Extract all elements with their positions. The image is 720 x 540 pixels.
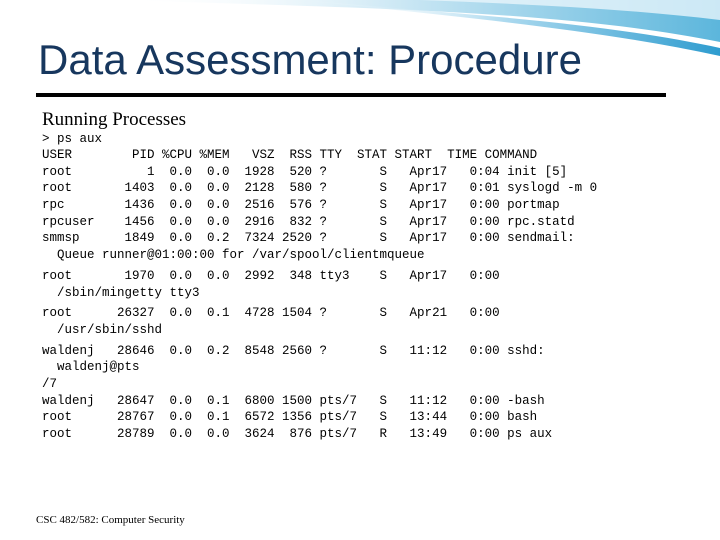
- ps-row-continuation: /sbin/mingetty tty3: [42, 285, 200, 300]
- ps-row: root 26327 0.0 0.1 4728 1504 ? S Apr21 0:00: [42, 306, 500, 321]
- ps-row: root 28767 0.0 0.1 6572 1356 pts/7 S 13:44 0:00 bash: [42, 410, 538, 425]
- ps-aux-output: [42, 148, 597, 444]
- shell-command: > ps aux: [42, 132, 103, 146]
- ps-row: waldenj 28647 0.0 0.1 6800 1500 pts/7 S 11:12 0:00 -bash: [42, 393, 545, 408]
- slide-subtitle: Running Processes: [42, 109, 187, 130]
- slide-title: Data Assessment: Procedure: [38, 36, 582, 83]
- ps-row: root 1 0.0 0.0 1928 520 ? S Apr17 0:04 init [5]: [42, 164, 568, 179]
- ps-row: root 28789 0.0 0.0 3624 876 pts/7 R 13:49 0:00 ps aux: [42, 427, 553, 441]
- ps-row: waldenj 28646 0.0 0.2 8548 2560 ? S 11:12 0:00 sshd:: [42, 343, 545, 358]
- ps-row-continuation: waldenj@pts: [42, 360, 140, 375]
- ps-row: root 1403 0.0 0.0 2128 580 ? S Apr17 0:01 syslogd -m 0: [42, 181, 598, 196]
- ps-row: rpc 1436 0.0 0.0 2516 576 ? S Apr17 0:00 portmap: [42, 198, 560, 213]
- ps-row: rpcuser 1456 0.0 0.0 2916 832 ? S Apr17 0:00 rpc.statd: [42, 214, 575, 229]
- ps-row: smmsp 1849 0.0 0.2 7324 2520 ? S Apr17 0:00 sendmail:: [42, 231, 575, 246]
- slide-footer: CSC 482/582: Computer Security: [36, 514, 185, 526]
- ps-row-continuation: /7: [42, 376, 58, 391]
- ps-row-continuation: /usr/sbin/sshd: [42, 322, 163, 337]
- ps-row-continuation: Queue runner@01:00:00 for /var/spool/clientmqueue: [42, 248, 425, 263]
- ps-row: root 1970 0.0 0.0 2992 348 tty3 S Apr17 0:00: [42, 268, 500, 283]
- ps-header-row: USER PID %CPU %MEM VSZ RSS TTY STAT START TIME COMMAND: [42, 148, 538, 162]
- title-underline: [36, 93, 666, 97]
